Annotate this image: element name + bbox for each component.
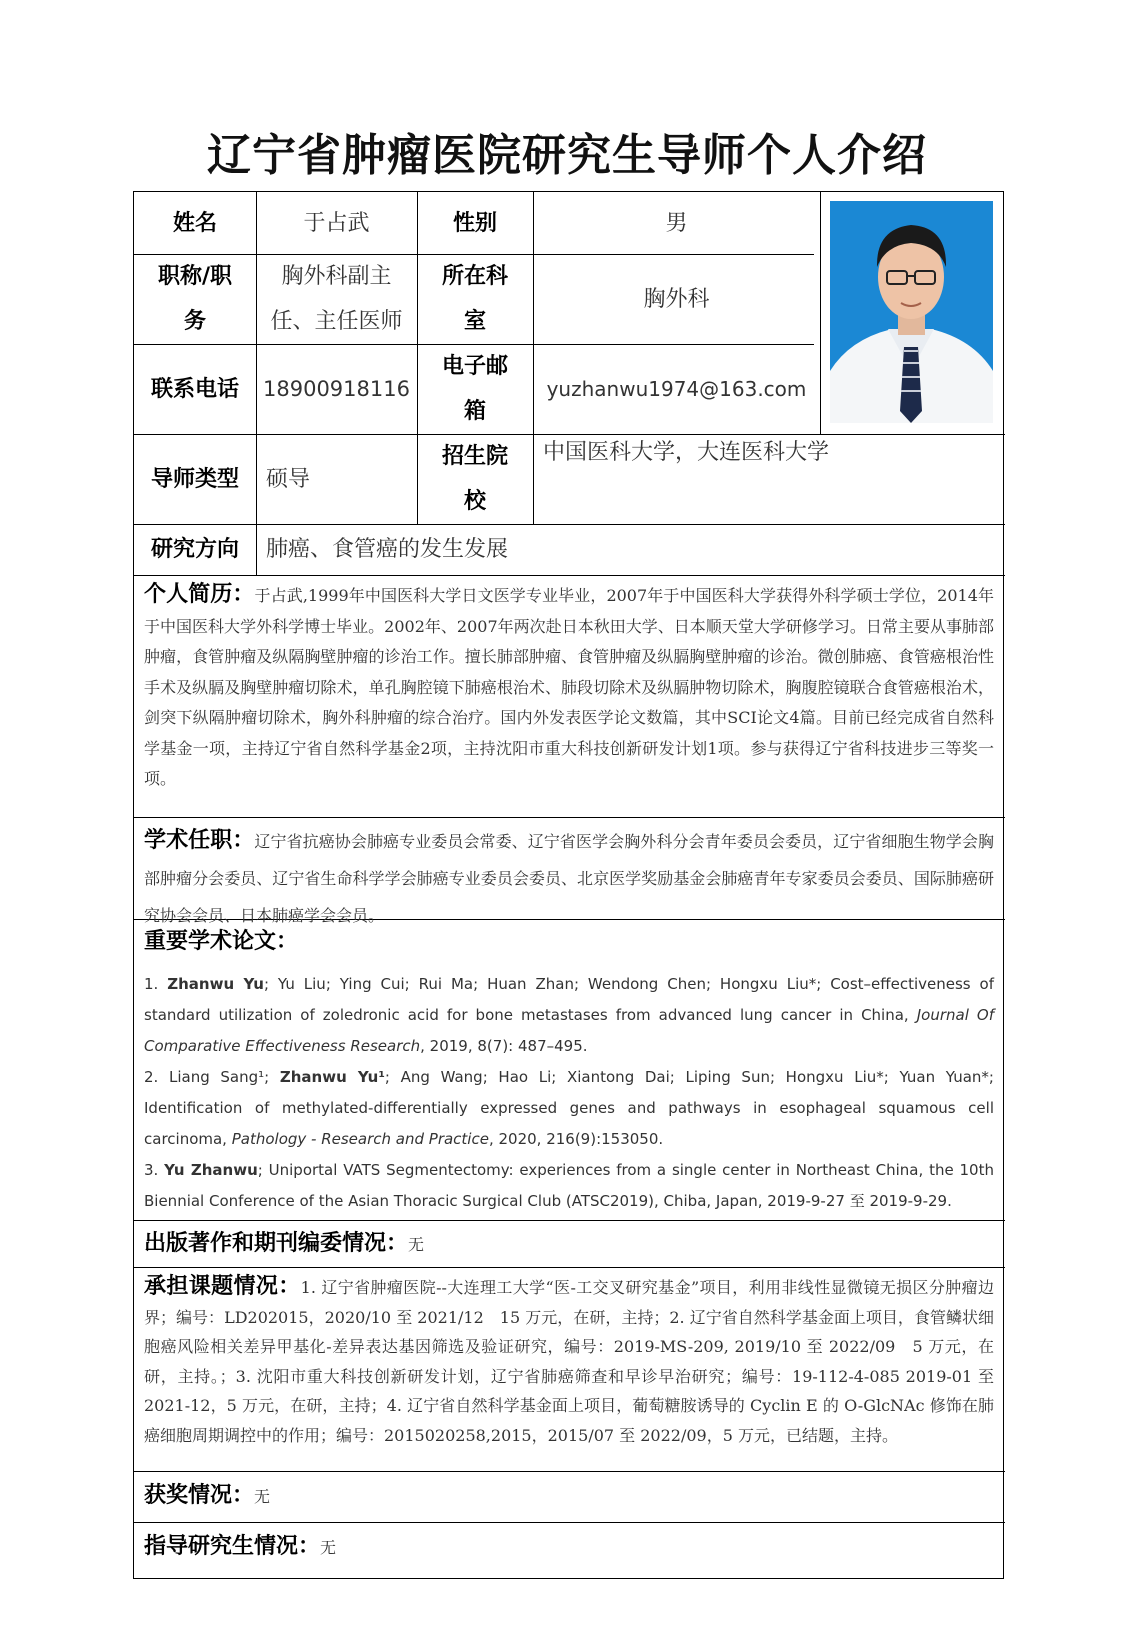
email-label: 电子邮 箱 — [441, 354, 508, 424]
papers-list — [144, 969, 994, 1217]
profile-photo — [830, 201, 993, 423]
col-divider — [820, 192, 821, 434]
projects-heading: 承担课题情况： — [144, 1274, 301, 1299]
students-text: 无 — [320, 1538, 337, 1557]
projects-text: 1. 辽宁省肿瘤医院--大连理工大学“医-工交叉研究基金”项目，利用非线性显微镜无损区分肿瘤边界；编号：LD202015，2020/10 至 2021/12 15 万元，在研，主持；2. 辽宁省自然科学基金面上项目，食管鳞状细胞癌风险相关差异甲基化-差异表达基因筛选及验证研究，编号：2019-MS-209, 2019/10 至 2022/09 5 万元，在研，主持。；3. 沈阳市重大科技创新研发计划，辽宁省肺癌筛查和早诊早治研究；编号：19-112-4-085 2019-01 至 2021-12，5 万元，在研，主持；4. 辽宁省自然科学基金面上项目，葡萄糖胺诱导的 Cyclin E 的 O-GlcNAc 修饰在肺癌细胞周期调控中的作用；编号：2015020258,2015，2015/07 至 2022/09，5 万元，已结题，主持。 — [144, 1278, 994, 1445]
paper-item-1: 1. Zhanwu Yu; Yu Liu; Ying Cui; Rui Ma; Huan Zhan; Wendong Chen; Hongxu Liu*; Cost–effectiveness of standard utilization of zoledronic acid for bone metastases from advanced lung cancer in China, Journal Of Comparative Effectiveness Research, 2019, 8(7): 487–495. — [144, 975, 994, 1055]
academic-text: 辽宁省抗癌协会肺癌专业委员会常委、辽宁省医学会胸外科分会青年委员会委员，辽宁省细胞生物学会胸部肿瘤分会委员、辽宁省生命科学学会肺癌专业委员会委员、北京医学奖励基金会肺癌青年专家委员会委员、国际肺癌研究协会会员、日本肺癌学会会员。 — [144, 832, 994, 925]
students-heading: 指导研究生情况： — [144, 1534, 321, 1559]
gender-label: 性别 — [452, 210, 497, 236]
department-value: 胸外科 — [643, 286, 710, 312]
phone-value: 18900918116 — [263, 376, 410, 401]
avatar — [830, 201, 993, 423]
publications-section — [144, 1227, 994, 1262]
name-label: 姓名 — [172, 210, 217, 236]
section-divider — [134, 1220, 1005, 1221]
bio-text: 于占武,1999年中国医科大学日文医学专业毕业，2007年于中国医科大学获得外科学硕士学位，2014年于中国医科大学外科学博士毕业。2002年、2007年两次赴日本秋田大学、日本顺天堂大学研修学习。日常主要从事肺部肿瘤，食管肿瘤及纵隔胸壁肿瘤的诊治工作。擅长肺部肿瘤、食管肿瘤及纵膈胸壁肿瘤的诊治。微创肺癌、食管癌根治性手术及纵膈及胸壁肿瘤切除术，单孔胸腔镜下肺癌根治术、肺段切除术及纵膈肿物切除术，胸腹腔镜联合食管癌根治术，剑突下纵隔肿瘤切除术，胸外科肿瘤的综合治疗。国内外发表医学论文数篇，其中SCI论文4篇。目前已经完成省自然科学基金一项，主持辽宁省自然科学基金2项，主持沈阳市重大科技创新研发计划1项。参与获得辽宁省科技进步三等奖一项。 — [144, 586, 994, 788]
research-label: 研究方向 — [150, 537, 239, 562]
awards-heading: 获奖情况： — [144, 1483, 255, 1508]
email-value: yuzhanwu1974@163.com — [546, 376, 807, 401]
school-label: 招生院 校 — [441, 444, 508, 514]
publications-text: 无 — [408, 1235, 425, 1254]
research-value: 肺癌、食管癌的发生发展 — [266, 537, 509, 562]
gender-value: 男 — [665, 210, 688, 236]
papers-heading: 重要学术论文： — [144, 929, 299, 954]
profile-table — [133, 191, 1004, 1579]
projects-section — [144, 1272, 994, 1450]
students-section — [144, 1530, 994, 1565]
job-title-label: 职称/职 务 — [157, 264, 233, 334]
awards-section — [144, 1479, 994, 1514]
row-divider — [134, 575, 1005, 576]
phone-label: 联系电话 — [150, 376, 239, 402]
paper-item-3: 3. Yu Zhanwu; Uniportal VATS Segmentectomy: experiences from a single center in Northeast China, the 10th Biennial Conference of the Asian Thoracic Surgical Club (ATSC2019), Chiba, Japan, 2019-9-27 至 2019-9-29. — [144, 1161, 994, 1210]
job-title-value: 胸外科副主 任、主任医师 — [270, 264, 403, 334]
section-divider — [134, 1267, 1005, 1268]
bio-section — [144, 580, 994, 795]
publications-heading: 出版著作和期刊编委情况： — [144, 1231, 409, 1256]
section-divider — [134, 1522, 1005, 1523]
papers-section — [144, 925, 994, 1217]
supervisor-type-value: 硕导 — [266, 466, 311, 492]
page-title: 辽宁省肿瘤医院研究生导师个人介绍 — [207, 130, 927, 181]
awards-text: 无 — [254, 1487, 271, 1506]
department-label: 所在科 室 — [441, 264, 508, 334]
academic-heading: 学术任职： — [144, 828, 255, 853]
school-value: 中国医科大学，大连医科大学 — [543, 439, 830, 465]
name-value: 于占武 — [303, 210, 370, 236]
bio-heading: 个人简历： — [144, 582, 255, 607]
supervisor-type-label: 导师类型 — [150, 466, 239, 492]
section-divider — [134, 1471, 1005, 1472]
section-divider — [134, 817, 1005, 818]
academic-section — [144, 822, 994, 934]
paper-item-2: 2. Liang Sang¹; Zhanwu Yu¹; Ang Wang; Hao Li; Xiantong Dai; Liping Sun; Hongxu Liu*; Yuan Yuan*; Identification of methylated-differentially expressed genes and pathways in esophageal squamous cell carcinoma, Pathology - Research and Practice, 2020, 216(9):153050. — [144, 1068, 994, 1148]
